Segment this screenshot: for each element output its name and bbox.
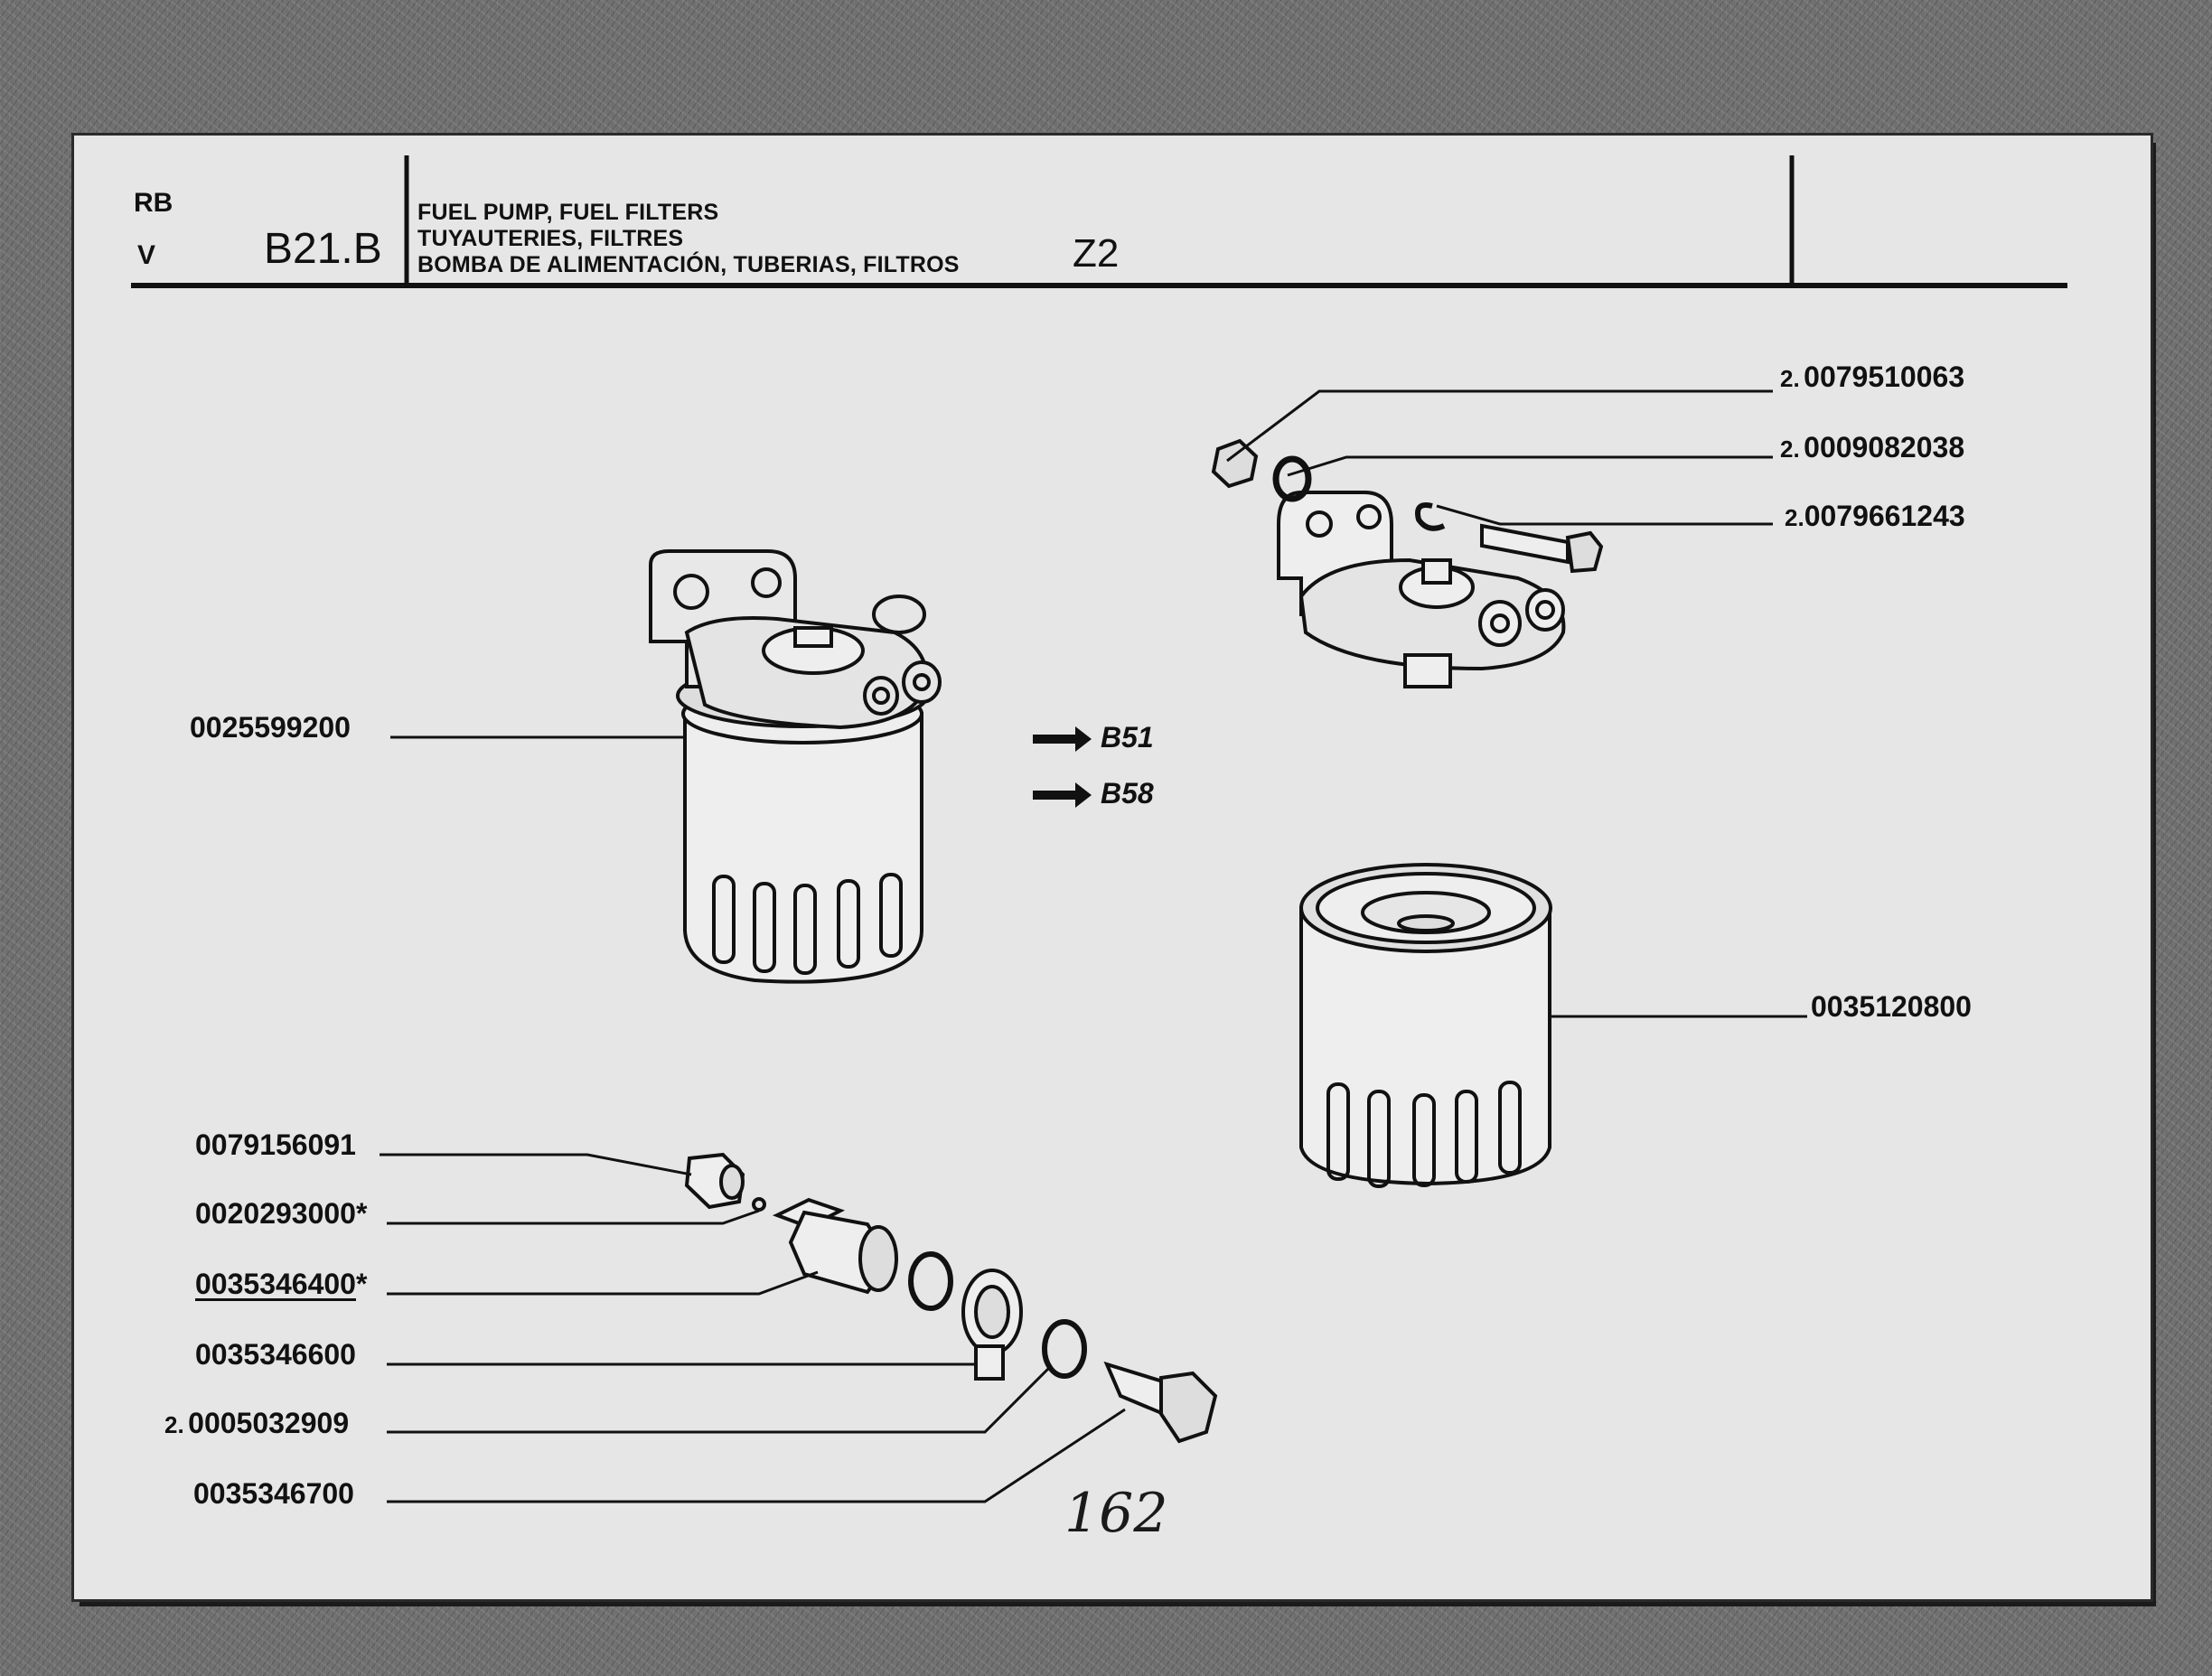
- title-spanish: BOMBA DE ALIMENTACIÓN, TUBERIAS, FILTROS: [417, 252, 960, 277]
- header-code-top: RB: [134, 188, 173, 218]
- part-label-0025599200: 0025599200: [190, 711, 351, 744]
- ref-arrows: [1033, 726, 1092, 808]
- part-label-0079661243: [1785, 501, 1965, 532]
- part-qty: 2.: [1780, 365, 1800, 392]
- part-number: 0005032909: [188, 1407, 350, 1439]
- part-label-0035346400: [195, 1269, 367, 1299]
- part-qty: 2.: [164, 1411, 184, 1438]
- cross-ref-b58[interactable]: B58: [1101, 777, 1154, 810]
- cross-ref-b51[interactable]: B51: [1101, 721, 1154, 754]
- title-french: TUYAUTERIES, FILTRES: [417, 226, 684, 251]
- part-qty: 2.: [1785, 504, 1804, 531]
- page-number: 162: [1064, 1482, 1168, 1545]
- fitting-parts-illustration: [687, 1155, 1215, 1441]
- part-mark: *: [355, 1197, 368, 1230]
- part-number: 0079510063: [1804, 360, 1965, 393]
- filter-head-illustration: [1214, 441, 1601, 687]
- part-label-0079156091: 0079156091: [195, 1128, 356, 1161]
- part-label-0020293000: [195, 1198, 367, 1229]
- part-number: 0020293000: [195, 1197, 356, 1230]
- header-code-bottom: V: [137, 240, 156, 270]
- part-number: 0035346400: [195, 1268, 356, 1300]
- variant-code: Z2: [1073, 231, 1120, 276]
- part-label-0005032909: [164, 1408, 349, 1439]
- part-label-0009082038: [1780, 432, 1964, 463]
- filter-cartridge-illustration: [1301, 865, 1551, 1186]
- part-qty: 2.: [1780, 435, 1800, 463]
- part-number: 0009082038: [1804, 431, 1965, 463]
- part-label-0035346700: 0035346700: [193, 1477, 354, 1510]
- title-english: FUEL PUMP, FUEL FILTERS: [417, 200, 719, 225]
- part-label-0035120800: 0035120800: [1811, 990, 1972, 1023]
- part-label-0079510063: [1780, 361, 1964, 393]
- section-code: B21.B: [264, 225, 382, 273]
- part-label-0035346600: 0035346600: [195, 1338, 356, 1371]
- part-mark: *: [355, 1268, 368, 1300]
- part-number: 0079661243: [1804, 500, 1965, 532]
- filter-assembly-illustration: [651, 551, 940, 982]
